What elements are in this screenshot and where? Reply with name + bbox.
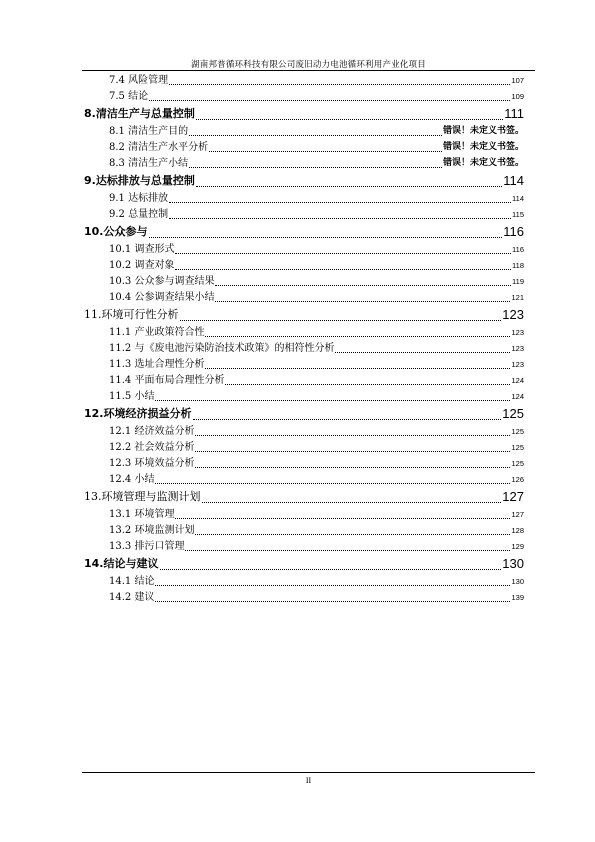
toc-chapter-entry[interactable] [84, 487, 524, 506]
toc-entry-label: 7.4 风险管理 [109, 75, 169, 86]
toc-dot-leader [195, 450, 510, 452]
toc-entry-page: 128 [511, 526, 524, 535]
toc-entry-page: 125 [511, 443, 524, 452]
toc-entry-page: 116 [512, 245, 524, 254]
toc-section-entry[interactable] [84, 155, 524, 171]
toc-entry-page: 127 [502, 489, 524, 504]
toc-section-entry[interactable] [84, 455, 524, 471]
toc-dot-leader [196, 185, 502, 187]
toc-entry-label: 13.3 排污口管理 [109, 541, 185, 552]
toc-section-entry[interactable] [84, 506, 524, 522]
toc-entry-page: 错误！未定义书签。 [442, 126, 524, 136]
toc-section-entry[interactable] [84, 372, 524, 388]
toc-section-entry[interactable] [84, 88, 524, 104]
toc-entry-label: 8.1 清洁生产目的 [109, 126, 189, 137]
toc-entry-label: 14.1 结论 [109, 576, 155, 587]
toc-entry-page: 125 [511, 427, 524, 436]
toc-section-entry[interactable] [84, 573, 524, 589]
page-number: II [305, 776, 312, 785]
toc-entry-page: 130 [502, 556, 524, 571]
toc-section-entry[interactable] [84, 289, 524, 305]
toc-entry-label: 12.环境经济损益分析 [84, 407, 192, 420]
toc-chapter-entry[interactable] [84, 171, 524, 190]
toc-entry-label: 14.结论与建议 [84, 557, 159, 570]
toc-dot-leader [149, 236, 503, 238]
toc-entry-page: 121 [511, 293, 524, 302]
toc-entry-label: 12.3 环境效益分析 [109, 458, 195, 469]
toc-entry-label: 11.环境可行性分析 [84, 308, 179, 321]
toc-dot-leader [175, 517, 510, 519]
toc-dot-leader [155, 600, 510, 602]
toc-entry-page: 111 [504, 106, 524, 121]
toc-entry-page: 115 [512, 210, 524, 219]
toc-entry-label: 11.3 选址合理性分析 [109, 359, 205, 370]
toc-entry-page: 123 [502, 307, 524, 322]
toc-section-entry[interactable] [84, 340, 524, 356]
toc-chapter-entry[interactable] [84, 404, 524, 423]
toc-dot-leader [155, 584, 510, 586]
toc-entry-label: 8.清洁生产与总量控制 [84, 107, 195, 120]
toc-entry-label: 8.3 清洁生产小结 [109, 158, 189, 169]
toc-entry-page: 123 [511, 328, 524, 337]
toc-section-entry[interactable] [84, 190, 524, 206]
toc-entry-page: 124 [511, 376, 524, 385]
toc-entry-label: 11.1 产业政策符合性 [109, 327, 205, 338]
toc-dot-leader [195, 533, 510, 535]
toc-dot-leader [189, 134, 442, 136]
toc-section-entry[interactable] [84, 139, 524, 155]
toc-dot-leader [193, 418, 502, 420]
toc-dot-leader [335, 351, 510, 353]
toc-dot-leader [215, 300, 510, 302]
toc-dot-leader [185, 549, 510, 551]
toc-entry-page: 124 [511, 392, 524, 401]
toc-section-entry[interactable] [84, 522, 524, 538]
toc-section-entry[interactable] [84, 356, 524, 372]
page-header: 湖南邦普循环科技有限公司废旧动力电池循环利用产业化项目 [191, 60, 426, 70]
toc-entry-page: 119 [512, 277, 524, 286]
toc-entry-page: 125 [511, 459, 524, 468]
toc-chapter-entry[interactable] [84, 222, 524, 241]
toc-section-entry[interactable] [84, 206, 524, 222]
toc-section-entry[interactable] [84, 439, 524, 455]
toc-entry-page: 107 [511, 76, 524, 85]
toc-dot-leader [169, 83, 510, 85]
toc-entry-page: 126 [511, 475, 524, 484]
toc-entry-label: 10.公众参与 [84, 225, 148, 238]
toc-entry-label: 12.4 小结 [109, 474, 155, 485]
toc-entry-label: 13.1 环境管理 [109, 509, 175, 520]
toc-entry-label: 10.2 调查对象 [109, 260, 175, 271]
toc-section-entry[interactable] [84, 72, 524, 88]
header-rule [82, 70, 535, 71]
footer-rule [82, 772, 535, 773]
toc-chapter-entry[interactable] [84, 554, 524, 573]
toc-entry-page: 116 [503, 224, 524, 239]
toc-dot-leader [155, 399, 510, 401]
toc-section-entry[interactable] [84, 123, 524, 139]
toc-chapter-entry[interactable] [84, 305, 524, 324]
toc-entry-label: 10.1 调查形式 [109, 244, 175, 255]
toc-section-entry[interactable] [84, 388, 524, 404]
toc-dot-leader [169, 217, 511, 219]
toc-chapter-entry[interactable] [84, 104, 524, 123]
toc-entry-label: 13.环境管理与监测计划 [84, 490, 201, 503]
toc-entry-label: 9.2 总量控制 [109, 209, 169, 220]
toc-section-entry[interactable] [84, 589, 524, 605]
toc-section-entry[interactable] [84, 324, 524, 340]
toc-dot-leader [195, 466, 510, 468]
toc-entry-page: 118 [512, 261, 524, 270]
toc-entry-page: 139 [511, 593, 524, 602]
toc-entry-label: 11.4 平面布局合理性分析 [109, 375, 225, 386]
toc-dot-leader [202, 501, 502, 503]
toc-entry-page: 123 [511, 360, 524, 369]
toc-section-entry[interactable] [84, 273, 524, 289]
toc-entry-page: 125 [502, 406, 524, 421]
toc-entry-page: 123 [511, 344, 524, 353]
toc-entry-page: 129 [511, 542, 524, 551]
toc-entry-page: 错误！未定义书签。 [442, 142, 524, 152]
toc-entry-label: 12.2 社会效益分析 [109, 442, 195, 453]
toc-dot-leader [160, 568, 502, 570]
toc-entry-label: 13.2 环境监测计划 [109, 525, 195, 536]
toc-dot-leader [215, 284, 511, 286]
toc-dot-leader [175, 252, 511, 254]
table-of-contents [84, 72, 524, 605]
toc-section-entry[interactable] [84, 423, 524, 439]
toc-section-entry[interactable] [84, 257, 524, 273]
toc-dot-leader [175, 268, 511, 270]
toc-dot-leader [189, 166, 442, 168]
toc-section-entry[interactable] [84, 241, 524, 257]
toc-entry-label: 14.2 建议 [109, 592, 155, 603]
toc-entry-label: 11.2 与《废电池污染防治技术政策》的相符性分析 [109, 343, 335, 354]
toc-entry-page: 114 [512, 194, 524, 203]
toc-dot-leader [209, 150, 442, 152]
toc-dot-leader [196, 118, 503, 120]
toc-entry-label: 10.4 公参调查结果小结 [109, 292, 215, 303]
toc-entry-label: 7.5 结论 [109, 91, 149, 102]
toc-section-entry[interactable] [84, 538, 524, 554]
toc-entry-page: 109 [511, 92, 524, 101]
toc-entry-label: 8.2 清洁生产水平分析 [109, 142, 209, 153]
toc-entry-page: 错误！未定义书签。 [442, 158, 524, 168]
toc-entry-label: 12.1 经济效益分析 [109, 426, 195, 437]
toc-dot-leader [195, 434, 510, 436]
toc-entry-label: 9.1 达标排放 [109, 193, 169, 204]
toc-entry-page: 114 [503, 173, 524, 188]
toc-entry-page: 130 [511, 577, 524, 586]
toc-dot-leader [205, 367, 510, 369]
toc-dot-leader [180, 319, 502, 321]
toc-dot-leader [155, 482, 510, 484]
toc-dot-leader [225, 383, 510, 385]
toc-section-entry[interactable] [84, 471, 524, 487]
toc-dot-leader [149, 99, 510, 101]
toc-dot-leader [169, 201, 511, 203]
toc-entry-label: 10.3 公众参与调查结果 [109, 276, 215, 287]
toc-dot-leader [205, 335, 510, 337]
toc-entry-page: 127 [511, 510, 524, 519]
toc-entry-label: 11.5 小结 [109, 391, 155, 402]
toc-entry-label: 9.达标排放与总量控制 [84, 174, 195, 187]
